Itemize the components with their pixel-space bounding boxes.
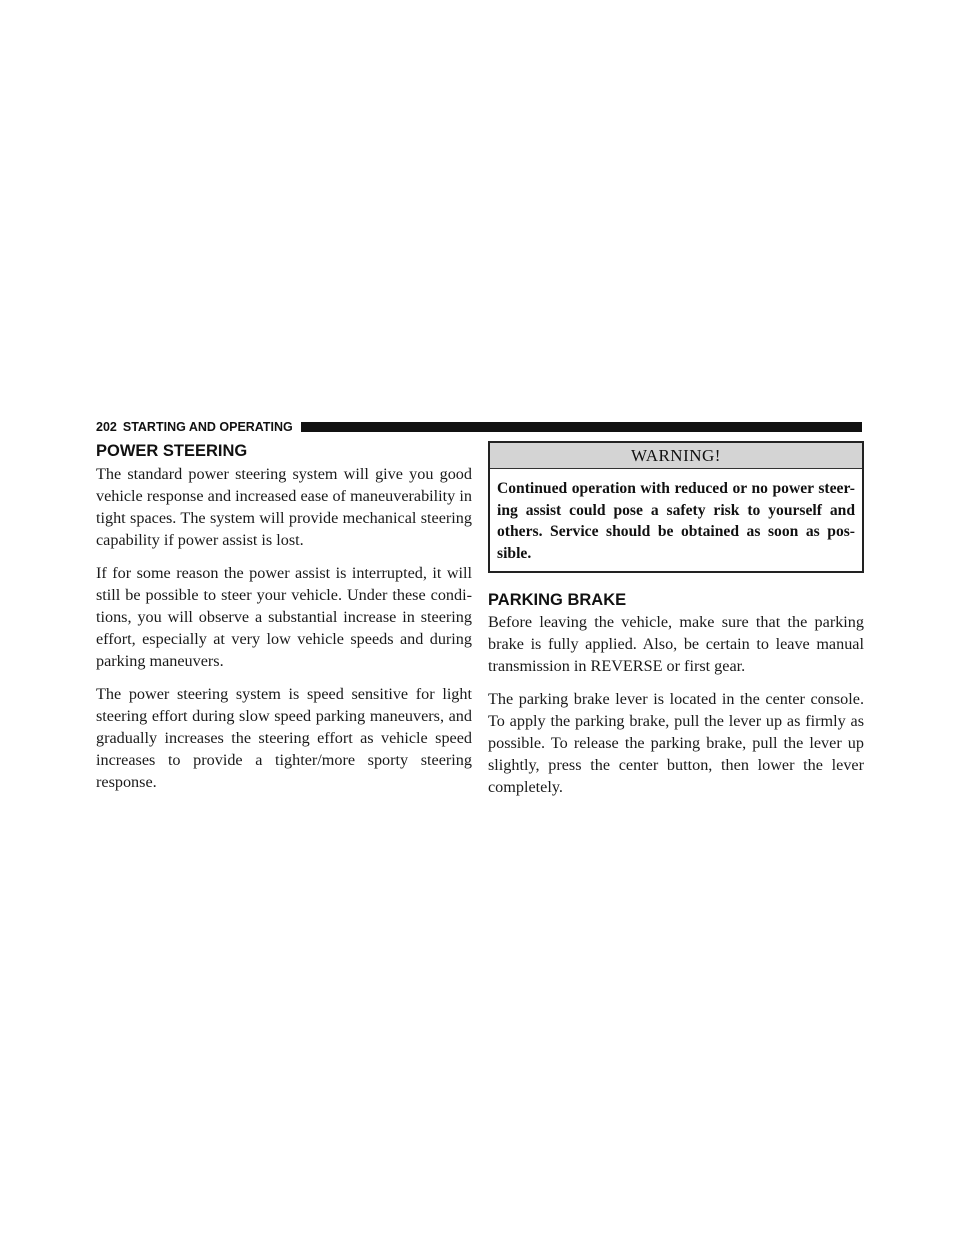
power-steering-paragraph-1: The standard power steering system will give you good vehicle response and increased ease of maneuverability in tight spaces. The system will provide mechanical steering capability if power assist is lost. bbox=[96, 465, 472, 549]
warning-box bbox=[488, 441, 864, 573]
parking-brake-heading: PARKING BRAKE bbox=[488, 591, 627, 609]
warning-title: WARNING! bbox=[490, 443, 862, 469]
left-column bbox=[96, 441, 472, 804]
header-rule bbox=[301, 422, 862, 432]
parking-brake-paragraph-1: Before leaving the vehicle, make sure that the parking brake is fully applied. Also, be certain to leave manual transmission in REVERSE or first gear. bbox=[488, 613, 864, 675]
parking-brake-paragraph-2: The parking brake lever is located in the center console. To apply the parking brake, pull the lever up as firmly as possible. To release the parking brake, pull the lever up slightly, press the center button, then lower the lever completely. bbox=[488, 690, 864, 796]
warning-text: Continued operation with reduced or no power steer-ing assist could pose a safety risk to yourself and others. Service should be obtained as soon as pos-sible. bbox=[497, 480, 855, 562]
page-header bbox=[96, 419, 862, 435]
section-title: STARTING AND OPERATING bbox=[122, 420, 293, 434]
page-number: 202 bbox=[96, 420, 117, 434]
power-steering-heading: POWER STEERING bbox=[96, 442, 248, 460]
right-column bbox=[488, 441, 864, 809]
power-steering-paragraph-2: If for some reason the power assist is interrupted, it will still be possible to steer your vehicle. Under these condi-tions, you will observe a substantial increase in steering effort, especially at very low vehicle speeds and during parking maneuvers. bbox=[96, 564, 472, 670]
power-steering-paragraph-3: The power steering system is speed sensitive for light steering effort during slow speed parking maneuvers, and gradually increases the steering effort as vehicle speed increases to provide a tighter/more sporty steering response. bbox=[96, 685, 472, 791]
